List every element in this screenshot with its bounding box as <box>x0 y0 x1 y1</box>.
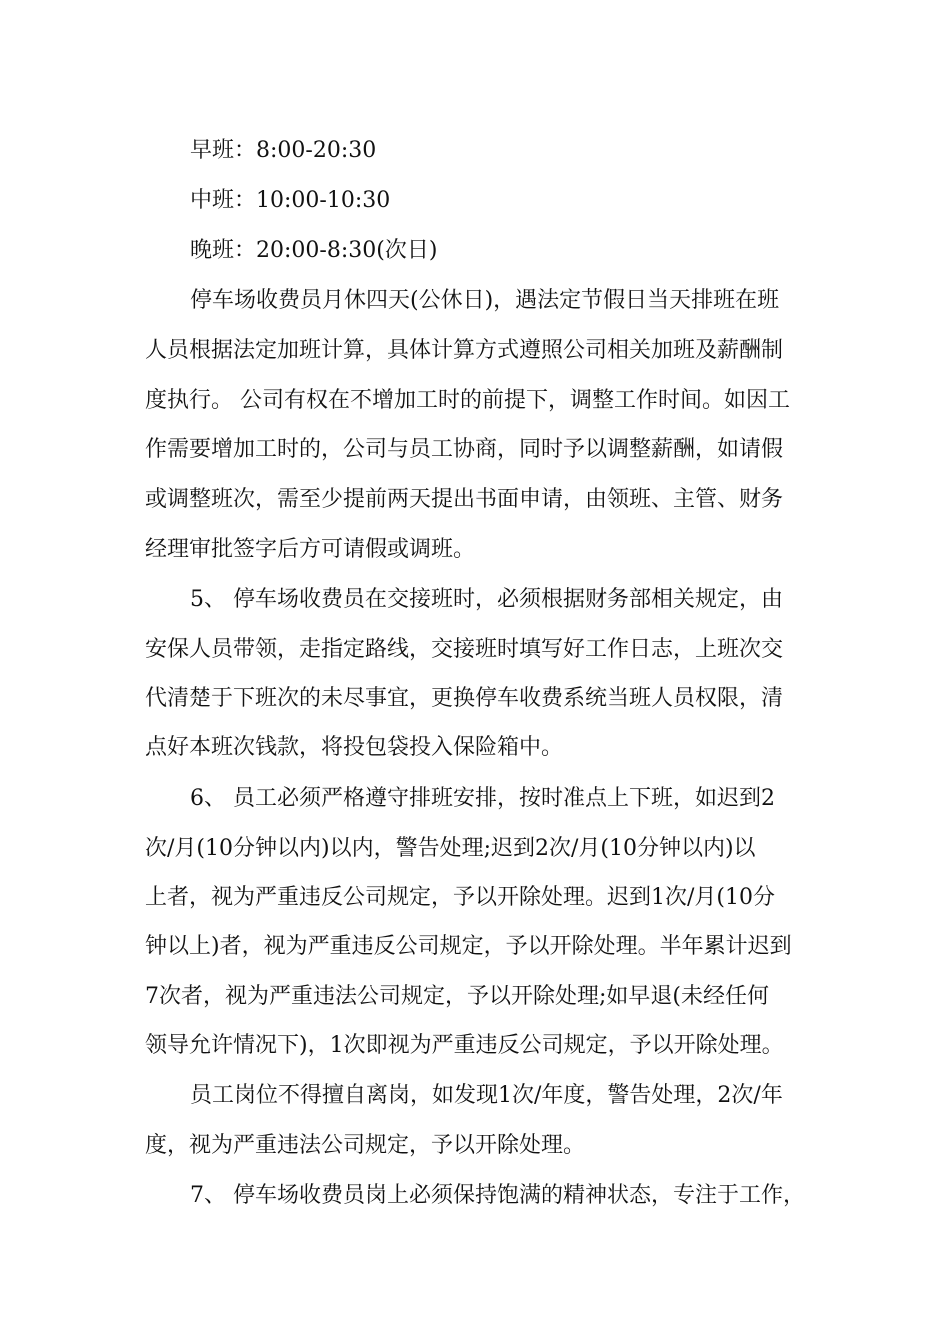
paragraph-line: 或调整班次，需至少提前两天提出书面申请，由领班、主管、财务 <box>145 487 784 512</box>
shift-night: 晚班：20:00-8:30(次日) <box>190 238 438 263</box>
section-5-line: 点好本班次钱款，将投包袋投入保险箱中。 <box>145 735 564 760</box>
section-5-line: 5、 停车场收费员在交接班时，必须根据财务部相关规定，由 <box>190 587 783 612</box>
shift-early: 早班：8:00-20:30 <box>190 138 377 163</box>
section-5-line: 安保人员带领，走指定路线，交接班时填写好工作日志，上班次交 <box>145 637 784 662</box>
section-6-line: 次/月(10分钟以内)以内，警告处理;迟到2次/月(10分钟以内)以 <box>145 836 756 861</box>
section-6-line: 7次者，视为严重违法公司规定，予以开除处理;如早退(未经任何 <box>145 984 769 1009</box>
paragraph-line: 作需要增加工时的，公司与员工协商，同时予以调整薪酬，如请假 <box>145 437 784 462</box>
section-7-line: 7、 停车场收费员岗上必须保持饱满的精神状态，专注于工作， <box>190 1183 805 1208</box>
section-6-line: 领导允许情况下)，1次即视为严重违反公司规定，予以开除处理。 <box>145 1033 784 1058</box>
paragraph-line: 人员根据法定加班计算，具体计算方式遵照公司相关加班及薪酬制 <box>145 338 784 363</box>
paragraph-line: 停车场收费员月休四天(公休日)，遇法定节假日当天排班在班 <box>190 288 780 313</box>
post-rule-line: 度，视为严重违法公司规定，予以开除处理。 <box>145 1133 586 1158</box>
post-rule-line: 员工岗位不得擅自离岗，如发现1次/年度，警告处理，2次/年 <box>190 1083 783 1108</box>
shift-middle: 中班：10:00-10:30 <box>190 188 391 213</box>
paragraph-line: 经理审批签字后方可请假或调班。 <box>145 537 476 562</box>
section-6-line: 上者，视为严重违反公司规定，予以开除处理。迟到1次/月(10分 <box>145 885 775 910</box>
section-6-line: 钟以上)者，视为严重违反公司规定，予以开除处理。半年累计迟到 <box>145 934 792 959</box>
section-6-line: 6、 员工必须严格遵守排班安排，按时准点上下班，如迟到2 <box>190 786 775 811</box>
paragraph-line: 度执行。 公司有权在不增加工时的前提下，调整工作时间。如因工 <box>145 388 790 413</box>
section-5-line: 代清楚于下班次的未尽事宜，更换停车收费系统当班人员权限，清 <box>145 686 784 711</box>
